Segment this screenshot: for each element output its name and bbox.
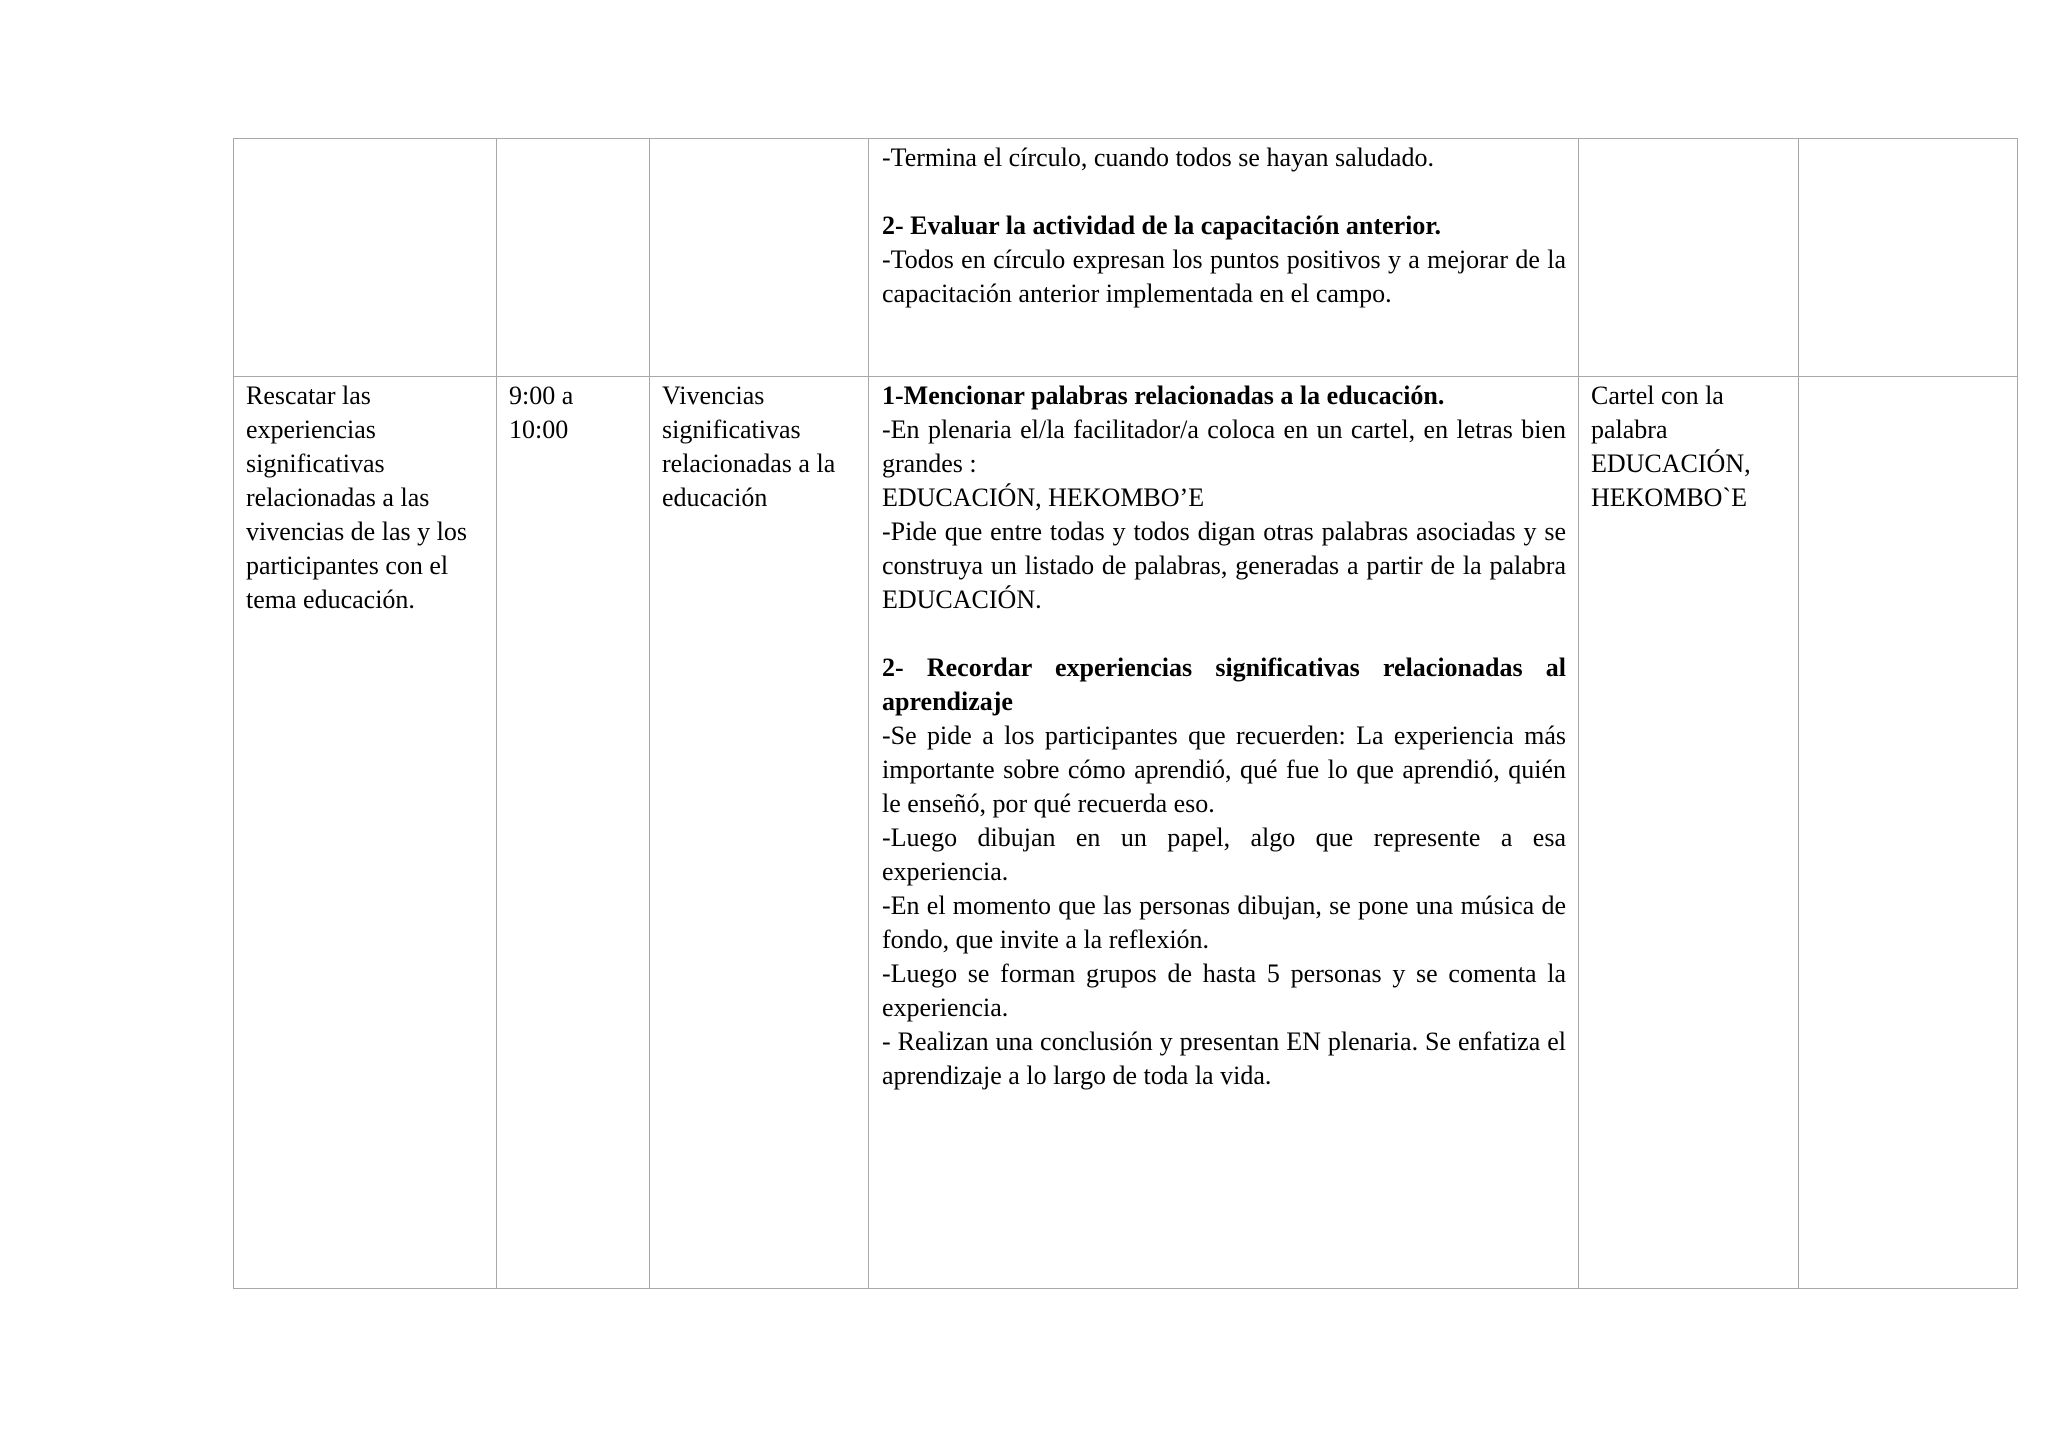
plan-table xyxy=(233,138,2018,1289)
activity-step-title: 1-Mencionar palabras relacionadas a la educación. xyxy=(882,381,1445,410)
notes-cell xyxy=(1799,377,2018,1289)
activity-line: -Se pide a los participantes que recuerden: La experiencia más importante sobre cómo aprendió, qué fue lo que aprendió, quién le enseñó, por qué recuerda eso. xyxy=(882,721,1566,818)
activity-line: -Pide que entre todas y todos digan otras palabras asociadas y se construya un listado de palabras, generadas a partir de la palabra EDUCACIÓN. xyxy=(882,517,1566,614)
materials-cell xyxy=(1579,139,1799,377)
activity-line: -Todos en círculo expresan los puntos positivos y a mejorar de la capacitación anterior implementada en el campo. xyxy=(882,245,1566,308)
materials-text: Cartel con la palabra EDUCACIÓN, HEKOMBO`E xyxy=(1591,381,1751,512)
activity-line: -Luego se forman grupos de hasta 5 personas y se comenta la experiencia. xyxy=(882,959,1566,1022)
activity-step-title: 2- Recordar experiencias significativas relacionadas al aprendizaje xyxy=(882,653,1566,716)
activity-line: EDUCACIÓN, HEKOMBO’E xyxy=(882,483,1205,512)
objective-text: Rescatar las experiencias significativas relacionadas a las vivencias de las y los participantes con el tema educación. xyxy=(246,381,467,614)
activity-line: -Luego dibujan en un papel, algo que represente a esa experiencia. xyxy=(882,823,1566,886)
objective-cell xyxy=(234,139,497,377)
table-row xyxy=(234,377,2018,1289)
content-cell xyxy=(650,377,869,1289)
activity-step-title: 2- Evaluar la actividad de la capacitación anterior. xyxy=(882,211,1441,240)
activity-line: -En plenaria el/la facilitador/a coloca en un cartel, en letras bien grandes : xyxy=(882,415,1566,478)
time-text: 9:00 a 10:00 xyxy=(509,381,574,444)
content-cell xyxy=(650,139,869,377)
content-text: Vivencias significativas relacionadas a la educación xyxy=(662,381,836,512)
time-cell xyxy=(497,139,650,377)
table-row xyxy=(234,139,2018,377)
materials-cell xyxy=(1579,377,1799,1289)
activity-cell xyxy=(869,139,1579,377)
notes-cell xyxy=(1799,139,2018,377)
time-cell xyxy=(497,377,650,1289)
activity-cell xyxy=(869,377,1579,1289)
objective-cell xyxy=(234,377,497,1289)
activity-line: - Realizan una conclusión y presentan EN plenaria. Se enfatiza el aprendizaje a lo largo de toda la vida. xyxy=(882,1027,1566,1090)
activity-line: -En el momento que las personas dibujan, se pone una música de fondo, que invite a la reflexión. xyxy=(882,891,1566,954)
activity-line: -Termina el círculo, cuando todos se hayan saludado. xyxy=(882,143,1434,172)
